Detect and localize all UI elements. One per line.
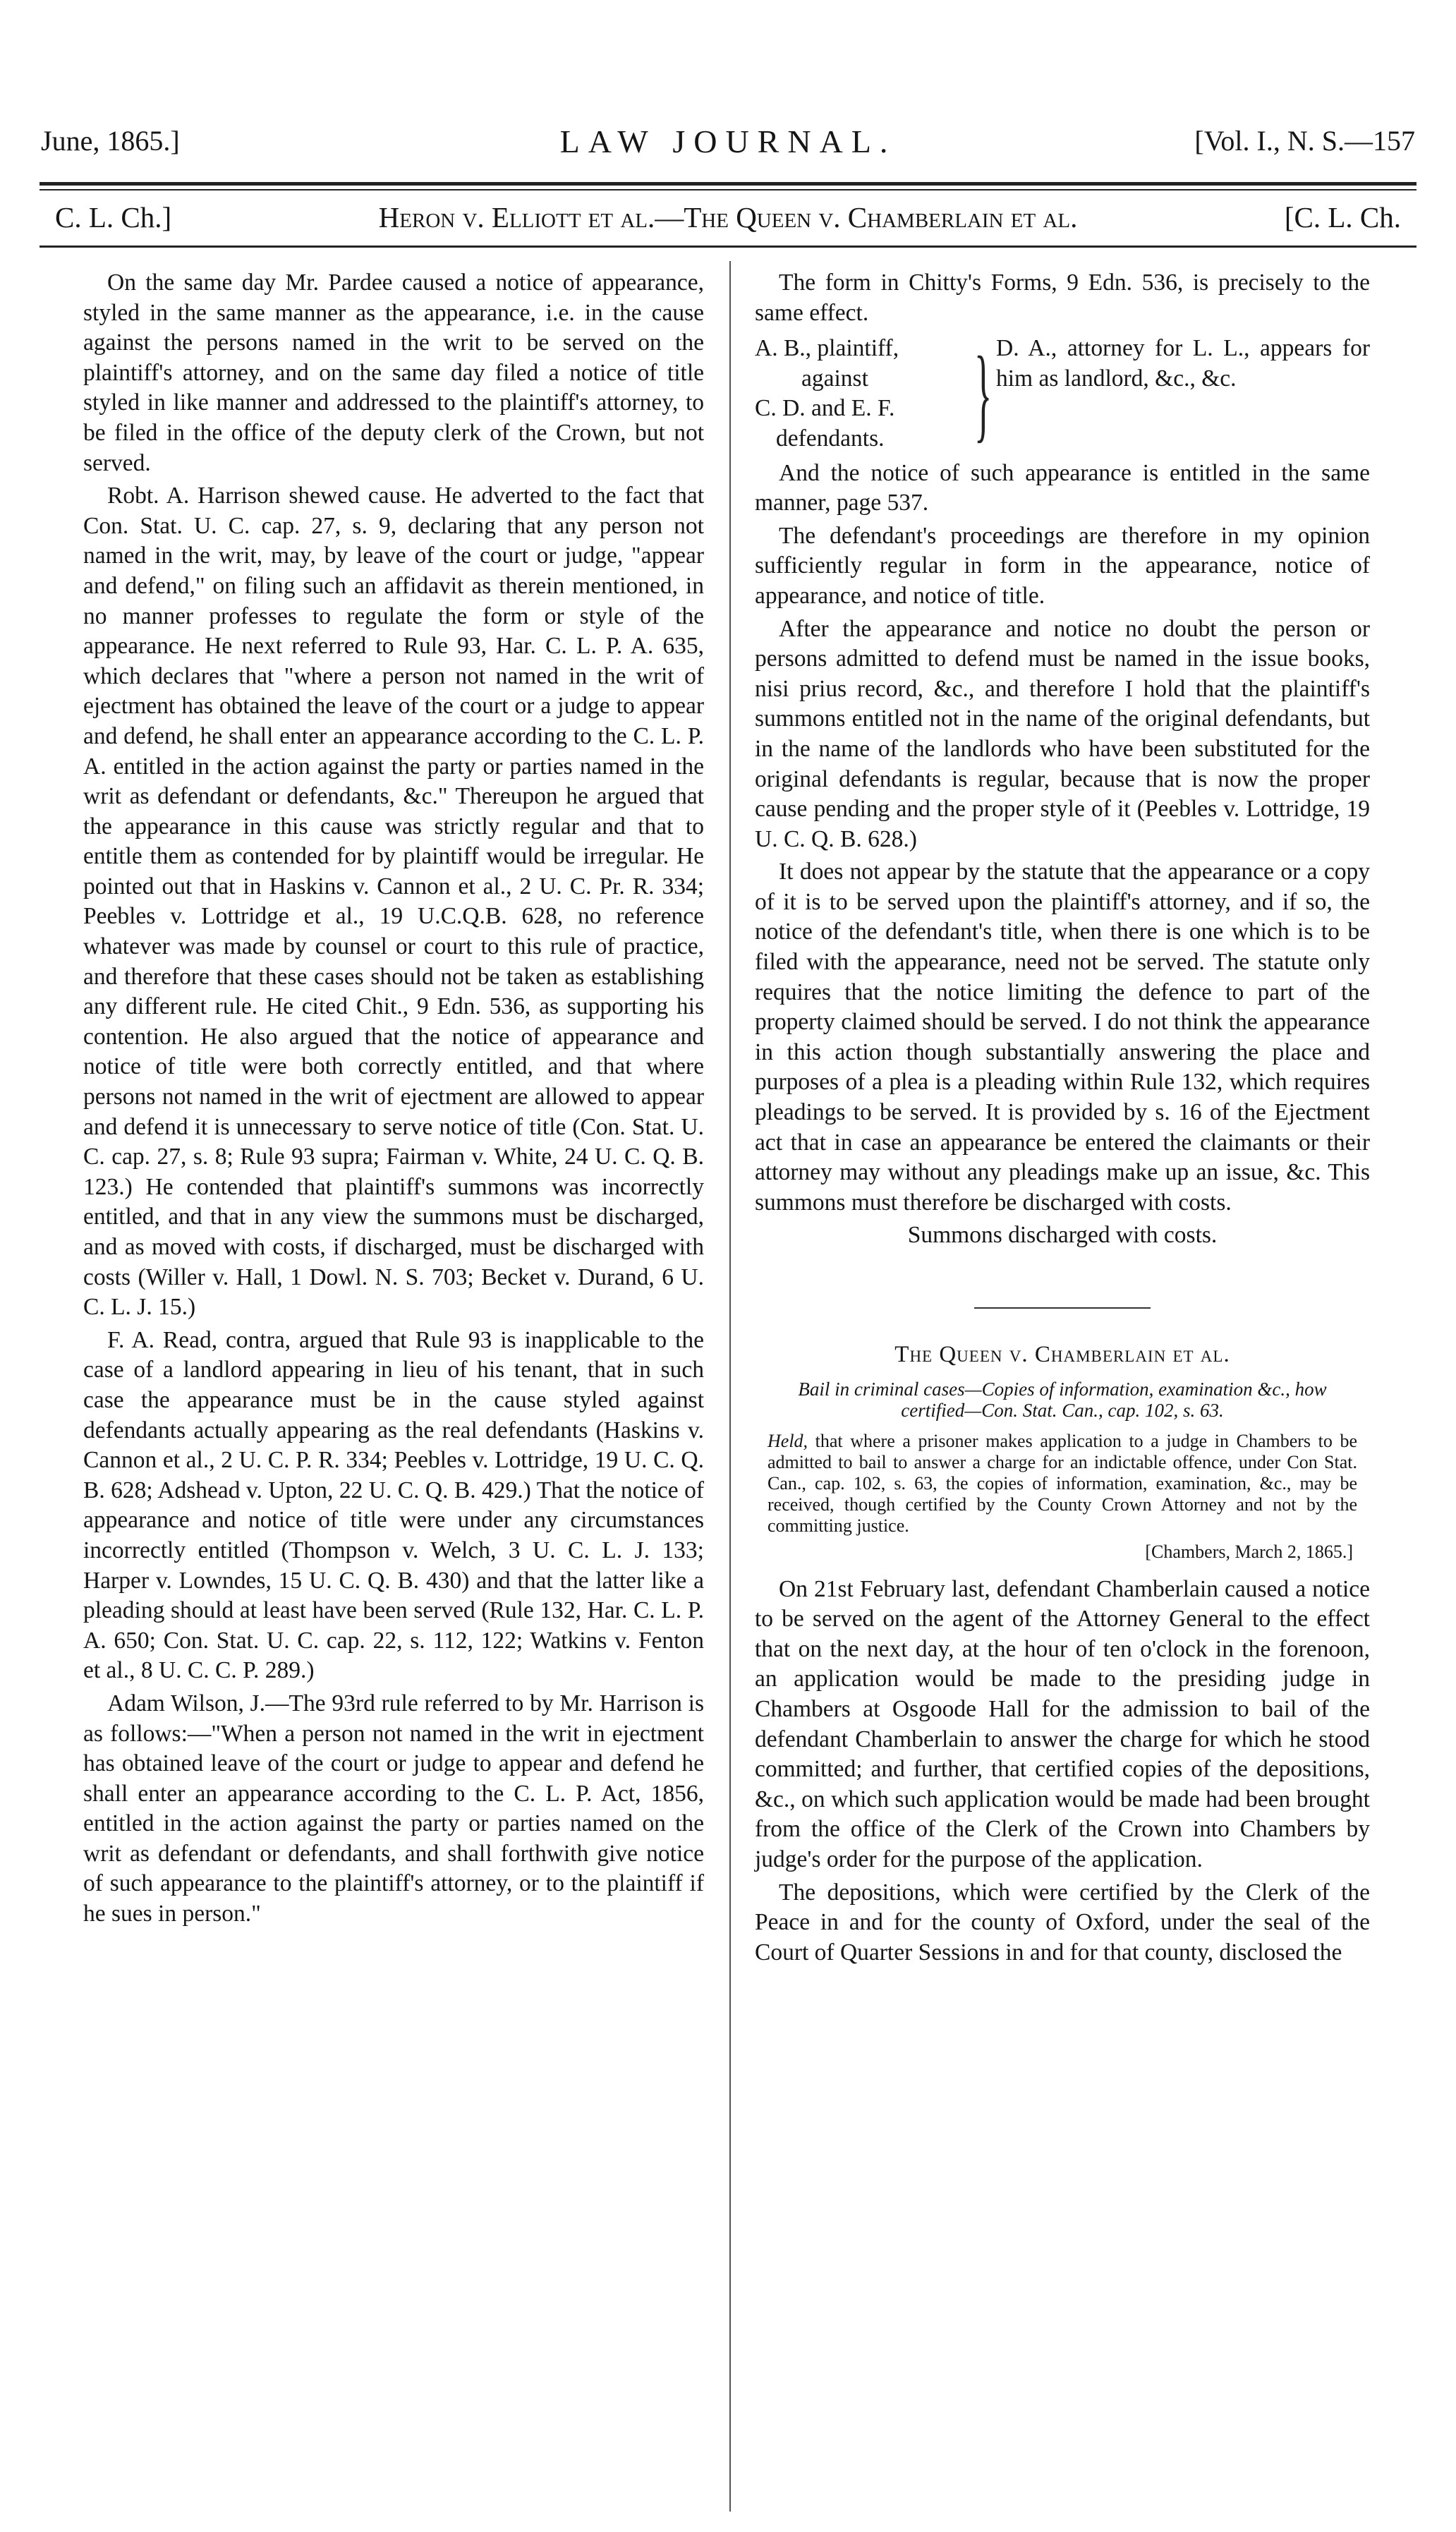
header-rule-thick bbox=[40, 182, 1416, 186]
caption-line: A. B., plaintiff, bbox=[755, 335, 899, 362]
paragraph: On the same day Mr. Pardee caused a notice of appearance, styled in the same manner as the appearance, i.e. in the cause against the persons named in the writ to be served on the plaintiff's attorney, and on the same day filed a notice of title styled in like manner and addressed to the plaintiff's attorney, to be filed in the office of the deputy clerk of the Crown, but not served. bbox=[83, 269, 704, 476]
right-column bbox=[755, 268, 1370, 1968]
paragraph: F. A. Read, contra, argued that Rule 93 is inapplicable to the case of a landlord appearing in lieu of his tenant, that in such case the appearance must be in the cause styled against defendants actually appearing as the real defendants (Haskins v. Cannon et al., 2 U. C. P. R. 334; Peebles v. Lottridge, 19 U. C. Q. B. 628; Adshead v. Upton, 22 U. C. Q. B. 429.) That the notice of appearance and notice of title were under any circumstances incorrectly entitled (Thompson v. Welch, 3 U. C. L. J. 133; Harper v. Lowndes, 15 U. C. Q. B. 430) and that the latter like a pleading should at least have been served (Rule 132, Har. C. L. P. A. 650; Con. Stat. U. C. cap. 22, s. 112, 122; Watkins v. Fenton et al., 8 U. C. C. P. 289.) bbox=[83, 1326, 704, 1684]
disposition: Summons discharged with costs. bbox=[907, 1222, 1218, 1249]
paragraph: The form in Chitty's Forms, 9 Edn. 536, is precisely to the same effect. bbox=[755, 269, 1370, 326]
caption-line: C. D. and E. F. bbox=[755, 395, 895, 422]
volume-page-number: [Vol. I., N. S.—157 bbox=[1194, 125, 1415, 157]
header-rule-thin bbox=[40, 189, 1416, 190]
paragraph: Robt. A. Harrison shewed cause. He adverted to the fact that Con. Stat. U. C. cap. 27, s. 9, declaring that any person not named in the writ, may, by leave of the court or judge, "appear and defend," on filing such an affidavit as therein mentioned, in no manner professes to regulate the form or style of the appearance. He next referred to Rule 93, Har. C. L. P. A. 635, which declares that "where a person not named in the writ of ejectment has obtained the leave of the court or a judge to appear and defend, he shall enter an appearance according to the C. L. P. A. entitled in the action against the party or parties named in the writ as defendant or defendants, &c." Thereupon he argued that the appearance in this cause was strictly regular and that to entitle them as contended for by plaintiff would be irregular. He pointed out that in Haskins v. Cannon et al., 2 U. C. Pr. R. 334; Peebles v. Lottridge et al., 19 U.C.Q.B. 628, no reference whatever was made by counsel or court to this rule of practice, and therefore that these cases should not be taken as establishing any different rule. He cited Chit., 9 Edn. 536, as supporting his contention. He also argued that the notice of appearance and notice of title were both correctly entitled, and that where persons not named in the writ of ejectment are allowed to appear and defend it is unnecessary to serve notice of title (Con. Stat. U. C. cap. 27, s. 8; Rule 93 supra; Fairman v. White, 24 U. C. Q. B. 123.) He contended that plaintiff's summons was incorrectly entitled, and that in any view the summons must be discharged, and as moved with costs, if discharged, must be discharged with costs (Willer v. Hall, 1 Dowl. N. S. 703; Becket v. Durand, 6 U. C. L. J. 15.) bbox=[83, 483, 704, 1321]
court-label-right: [C. L. Ch. bbox=[1284, 201, 1401, 234]
paragraph: It does not appear by the statute that the appearance or a copy of it is to be served upon the plaintiff's attorney, and if so, the notice of the defendant's title, when there is one which is to be filed with the appearance, need not be served. The statute only requires that the notice limiting the defence to part of the property claimed should be served. I do not think the appearance in this action though substantially answering the place and purposes of a plea is a pleading within Rule 132, which requires pleadings to be served. It is provided by s. 16 of the Ejectment act that in case an appearance be entered the claimants or their attorney may without any pleadings make up an issue, &c. This summons must therefore be discharged with costs. bbox=[755, 859, 1370, 1216]
running-head bbox=[41, 124, 1415, 166]
case-title: The Queen v. Chamberlain et al. bbox=[894, 1342, 1230, 1367]
column-divider bbox=[729, 261, 731, 2512]
held-note bbox=[755, 1431, 1370, 1537]
paragraph: On 21st February last, defendant Chamberlain caused a notice to be served on the agent of the Attorney General to the effect that on the next day, at the hour of ten o'clock in the forenoon, an application would be made to the presiding judge in Chambers at Osgoode Hall for the admission to bail of the defendant Chamberlain to answer the charge for which he stood committed; and further, that certified copies of the depositions, &c., on which such application would be made had been brought from the office of the Clerk of the Crown into Chambers by judge's order for the purpose of the application. bbox=[755, 1575, 1370, 1872]
case-header bbox=[41, 200, 1415, 240]
paragraph: And the notice of such appearance is entitled in the same manner, page 537. bbox=[755, 459, 1370, 516]
paragraph: The depositions, which were certified by the Clerk of the Peace in and for the county of Oxford, under the seal of the Court of Quarter Sessions in and for that county, disclosed the bbox=[755, 1879, 1370, 1965]
journal-title: LAW JOURNAL. bbox=[559, 123, 897, 159]
held-lead: Held, bbox=[768, 1430, 808, 1451]
caption-appearance-text: D. A., attorney for L. L., appears for him as landlord, &c., &c. bbox=[996, 335, 1370, 392]
caption-line: against bbox=[801, 365, 868, 392]
case-header-rule bbox=[40, 246, 1416, 248]
left-column bbox=[83, 268, 704, 1930]
court-label-left: C. L. Ch.] bbox=[55, 201, 172, 234]
case-names: Heron v. Elliott et al.—The Queen v. Chamberlain et al. bbox=[378, 201, 1078, 234]
caption-parties bbox=[755, 334, 966, 454]
brace-glyph: } bbox=[974, 335, 993, 453]
headnote: Bail in criminal cases—Copies of information, examination &c., how certified—Con. Stat. Can., cap. 102, s. 63. bbox=[798, 1378, 1327, 1421]
section-separator bbox=[974, 1307, 1151, 1309]
held-text: that where a prisoner makes application to a judge in Chambers to be admitted to bail to answer a charge for an indictable offence, under Con Stat. Can., cap. 102, s. 63, the copies of information, examination, &c., may be received, though certified by the County Crown Attorney and not by the committing justice. bbox=[768, 1430, 1357, 1536]
paragraph: The defendant's proceedings are therefore in my opinion sufficiently regular in form in the appearance, notice of appearance, and notice of title. bbox=[755, 522, 1370, 609]
case-caption-form bbox=[755, 334, 1370, 454]
caption-line: defendants. bbox=[776, 425, 885, 452]
paragraph: After the appearance and notice no doubt the person or persons admitted to defend must be named in the issue books, nisi prius record, &c., and therefore I hold that the plaintiff's summons entitled not in the name of the original defendants, but in the name of the landlords who have been substituted for the original defendants is regular, because that is now the proper cause pending and the proper style of it (Peebles v. Lottridge, 19 U. C. Q. B. 628.) bbox=[755, 615, 1370, 852]
header-date: June, 1865.] bbox=[41, 125, 180, 157]
dateline: [Chambers, March 2, 1865.] bbox=[1145, 1541, 1353, 1562]
paragraph: Adam Wilson, J.—The 93rd rule referred to by Mr. Harrison is as follows:—"When a person not named in the writ in ejectment has obtained leave of the court or judge to appear and defend he shall enter an appearance according to the C. L. P. Act, 1856, entitled in the action against the party or parties named on the writ as defendant or defendants, and shall forthwith give notice of such appearance to the plaintiff's attorney, or to the plaintiff if he sues in person." bbox=[83, 1690, 704, 1927]
